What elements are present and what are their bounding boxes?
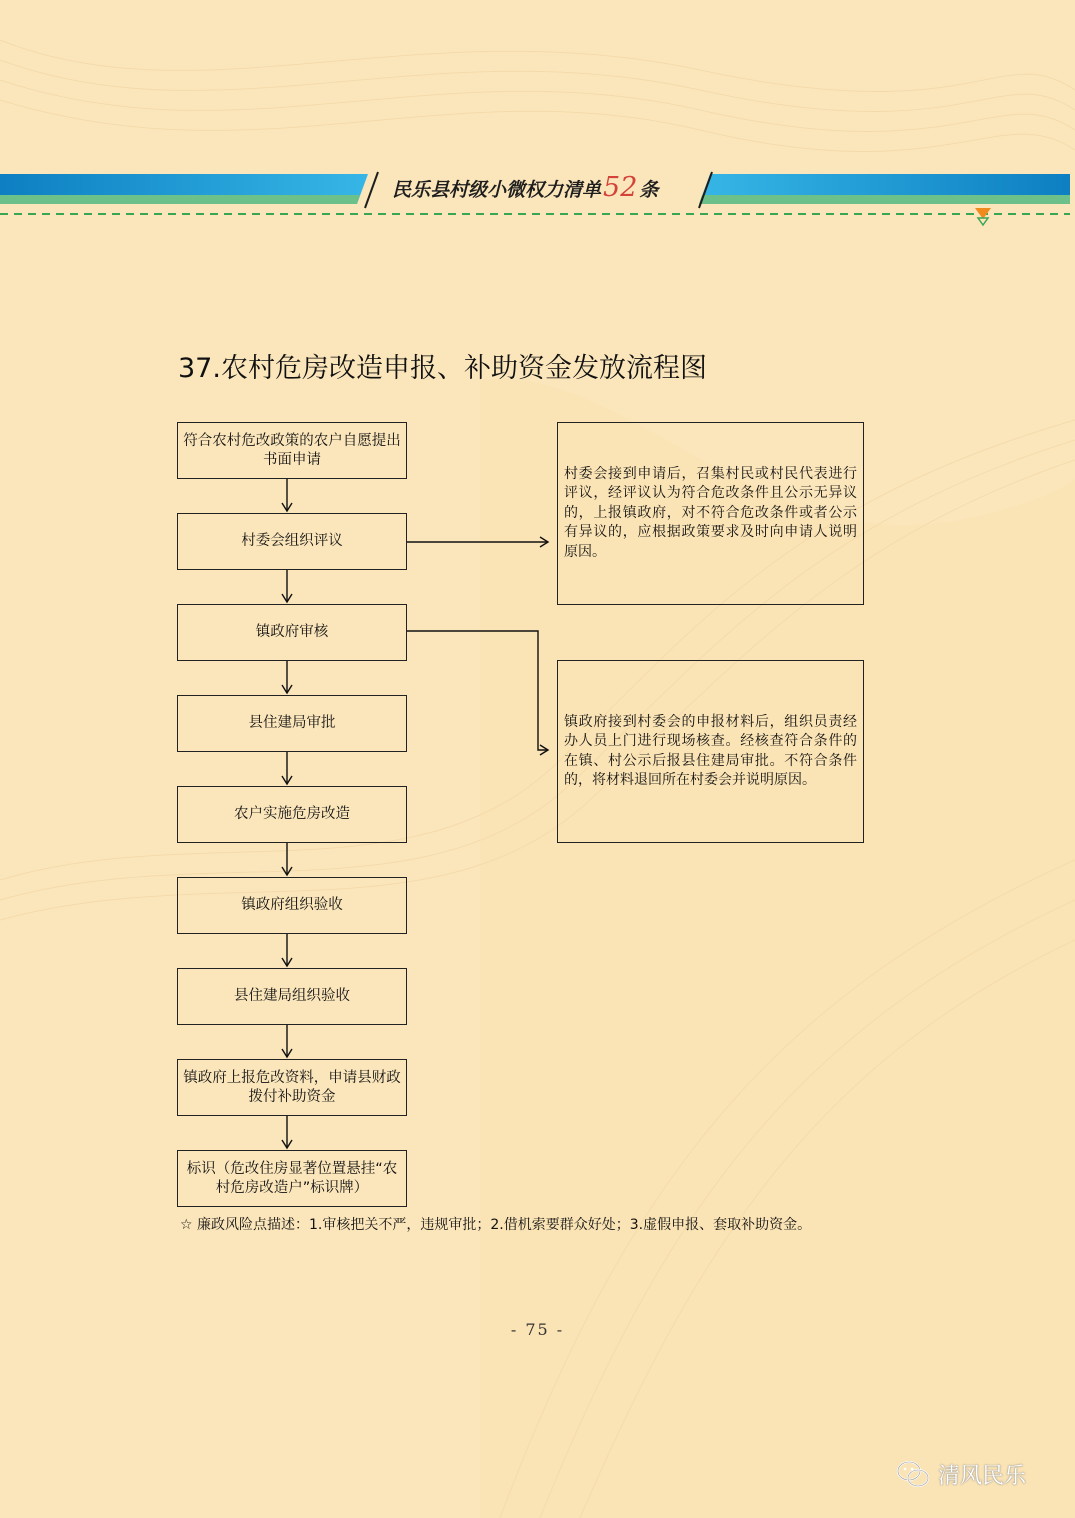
page-title: 37.农村危房改造申报、补助资金发放流程图 bbox=[178, 353, 707, 384]
flow-step-application: 符合农村危改政策的农户自愿提出书面申请 bbox=[177, 422, 407, 479]
header-title-suffix: 条 bbox=[639, 179, 659, 201]
flow-step-fund-request: 镇政府上报危改资料，申请县财政拨付补助资金 bbox=[177, 1059, 407, 1116]
flow-step-county-acceptance: 县住建局组织验收 bbox=[177, 968, 407, 1025]
watermark bbox=[896, 1456, 1026, 1492]
page-number: - 75 - bbox=[510, 1320, 565, 1339]
wechat-icon bbox=[896, 1459, 930, 1489]
note-village-review bbox=[557, 422, 864, 605]
note-village-review-text: 村委会接到申请后，召集村民或村民代表进行评议，经评议认为符合危改条件且公示无异议的，上报镇政府，对不符合危改条件或者公示有异议的，应根据政策要求及时向申请人说明原因。 bbox=[564, 465, 857, 560]
header-title-text: 民乐县村级小微权力清单 bbox=[392, 179, 602, 201]
flow-step-town-acceptance: 镇政府组织验收 bbox=[177, 877, 407, 934]
watermark-text: 清风民乐 bbox=[938, 1463, 1027, 1489]
risk-note: ☆ 廉政风险点描述：1.审核把关不严，违规审批；2.借机索要群众好处；3.虚假申报、套取补助资金。 bbox=[180, 1217, 812, 1233]
note-town-audit bbox=[557, 660, 864, 843]
header-title bbox=[392, 172, 712, 204]
flow-step-renovation: 农户实施危房改造 bbox=[177, 786, 407, 843]
flow-step-village-review: 村委会组织评议 bbox=[177, 513, 407, 570]
flow-step-signage: 标识（危改住房显著位置悬挂“农村危房改造户”标识牌） bbox=[177, 1150, 407, 1207]
note-town-audit-text: 镇政府接到村委会的申报材料后，组织员责经办人员上门进行现场核查。经核查符合条件的在镇、村公示后报县住建局审批。不符合条件的，将材料退回所在村委会并说明原因。 bbox=[564, 713, 857, 788]
flow-step-county-approval: 县住建局审批 bbox=[177, 695, 407, 752]
header-title-number: 52 bbox=[603, 172, 638, 203]
flow-step-town-audit: 镇政府审核 bbox=[177, 604, 407, 661]
